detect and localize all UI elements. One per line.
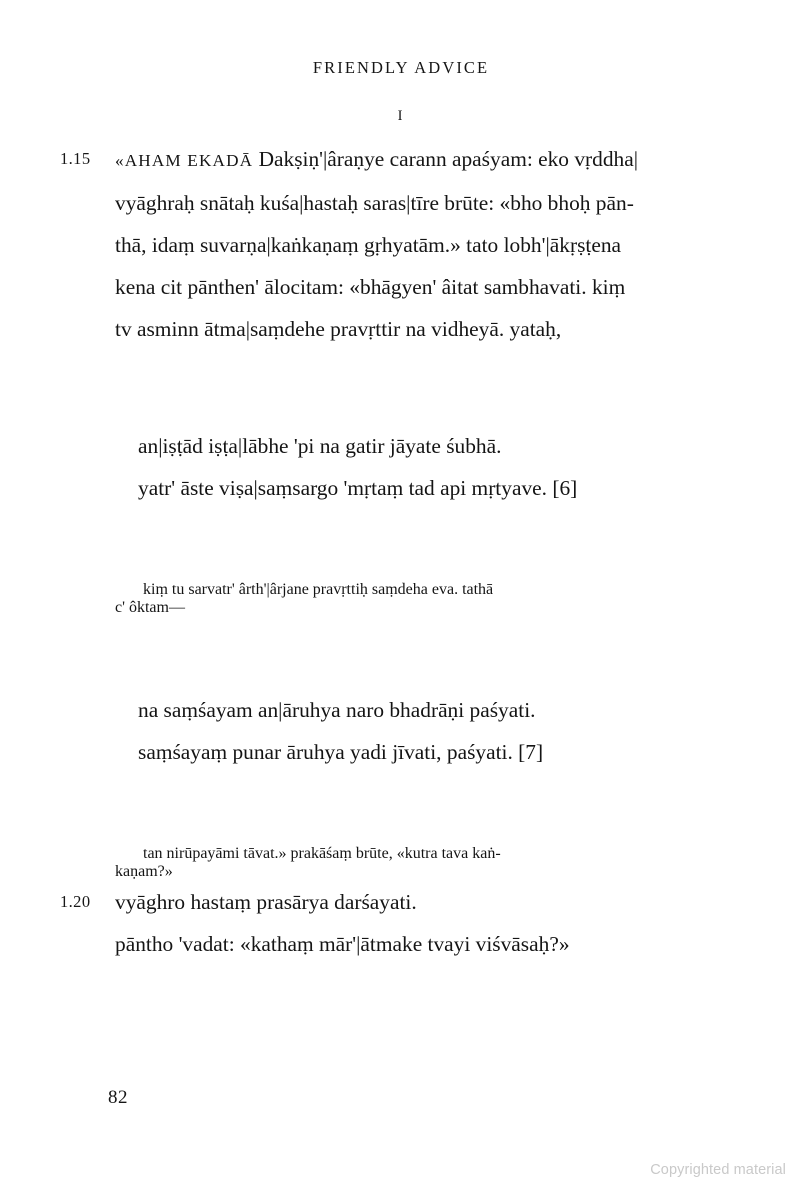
text-line: kiṃ tu sarvatr' ârth'|ârjane pravṛttiḥ saṃdeha eva. tathā [143, 581, 494, 598]
chapter-numeral: I [397, 108, 403, 124]
text-line: vyāghraḥ snātaḥ kuśa|hastaḥ saras|tīre brūte: «bho bhoḥ pān- [115, 191, 634, 215]
verse-line: an|iṣṭād iṣṭa|lābhe 'pi na gatir jāyate śubhā. [138, 434, 502, 458]
verse-spacer [60, 350, 740, 425]
verse-spacer [60, 617, 740, 689]
section-marker-1-15: 1.15 [60, 149, 91, 168]
verse-line: saṃśayaṃ punar āruhya yadi jīvati, paśyati. [7] [138, 740, 544, 764]
text-line-remainder: Dakṣiṇ'|âraṇye carann apaśyam: eko vṛddha| [253, 147, 639, 171]
text-line [115, 138, 740, 182]
paragraph-opening-smallcaps: «AHAM EKADĀ [115, 151, 254, 170]
paragraph-1-20 [60, 881, 740, 965]
text-block [60, 138, 740, 965]
text-line: c' ôktam— [115, 599, 185, 616]
verse-line: yatr' āste viṣa|saṃsargo 'mṛtaṃ tad api mṛtyave. [6] [138, 476, 578, 500]
section-marker-1-20: 1.20 [60, 892, 91, 911]
verse-6 [138, 425, 740, 509]
text-line: pāntho 'vadat: «kathaṃ mār'|ātmake tvayi viśvāsaḥ?» [115, 932, 570, 956]
text-line: kaṇam?» [115, 863, 173, 880]
paragraph-after-verse-6 [115, 581, 740, 617]
text-line: tv asminn ātma|saṃdehe pravṛttir na vidheyā. yataḥ, [115, 317, 562, 341]
copyright-watermark: Copyrighted material [650, 1162, 786, 1178]
running-head: FRIENDLY ADVICE [312, 58, 490, 77]
verse-spacer [60, 509, 740, 581]
page-number: 82 [108, 1087, 128, 1108]
text-line: thā, idaṃ suvarṇa|kaṅkaṇaṃ gṛhyatām.» tato lobh'|ākṛṣṭena [115, 233, 622, 257]
text-line: vyāghro hastaṃ prasārya darśayati. [115, 890, 417, 914]
paragraph-1-20-body [115, 881, 740, 965]
paragraph-1-15 [60, 138, 740, 350]
verse-line: na saṃśayam an|āruhya naro bhadrāṇi paśyati. [138, 698, 536, 722]
paragraph-after-verse-7 [115, 845, 740, 881]
verse-7 [138, 689, 740, 773]
text-line: tan nirūpayāmi tāvat.» prakāśaṃ brūte, «kutra tava kaṅ- [143, 845, 501, 862]
verse-spacer [60, 773, 740, 845]
text-line: kena cit pānthen' ālocitam: «bhāgyen' âitat sambhavati. kiṃ [115, 275, 626, 299]
paragraph-1-15-body [115, 138, 740, 350]
